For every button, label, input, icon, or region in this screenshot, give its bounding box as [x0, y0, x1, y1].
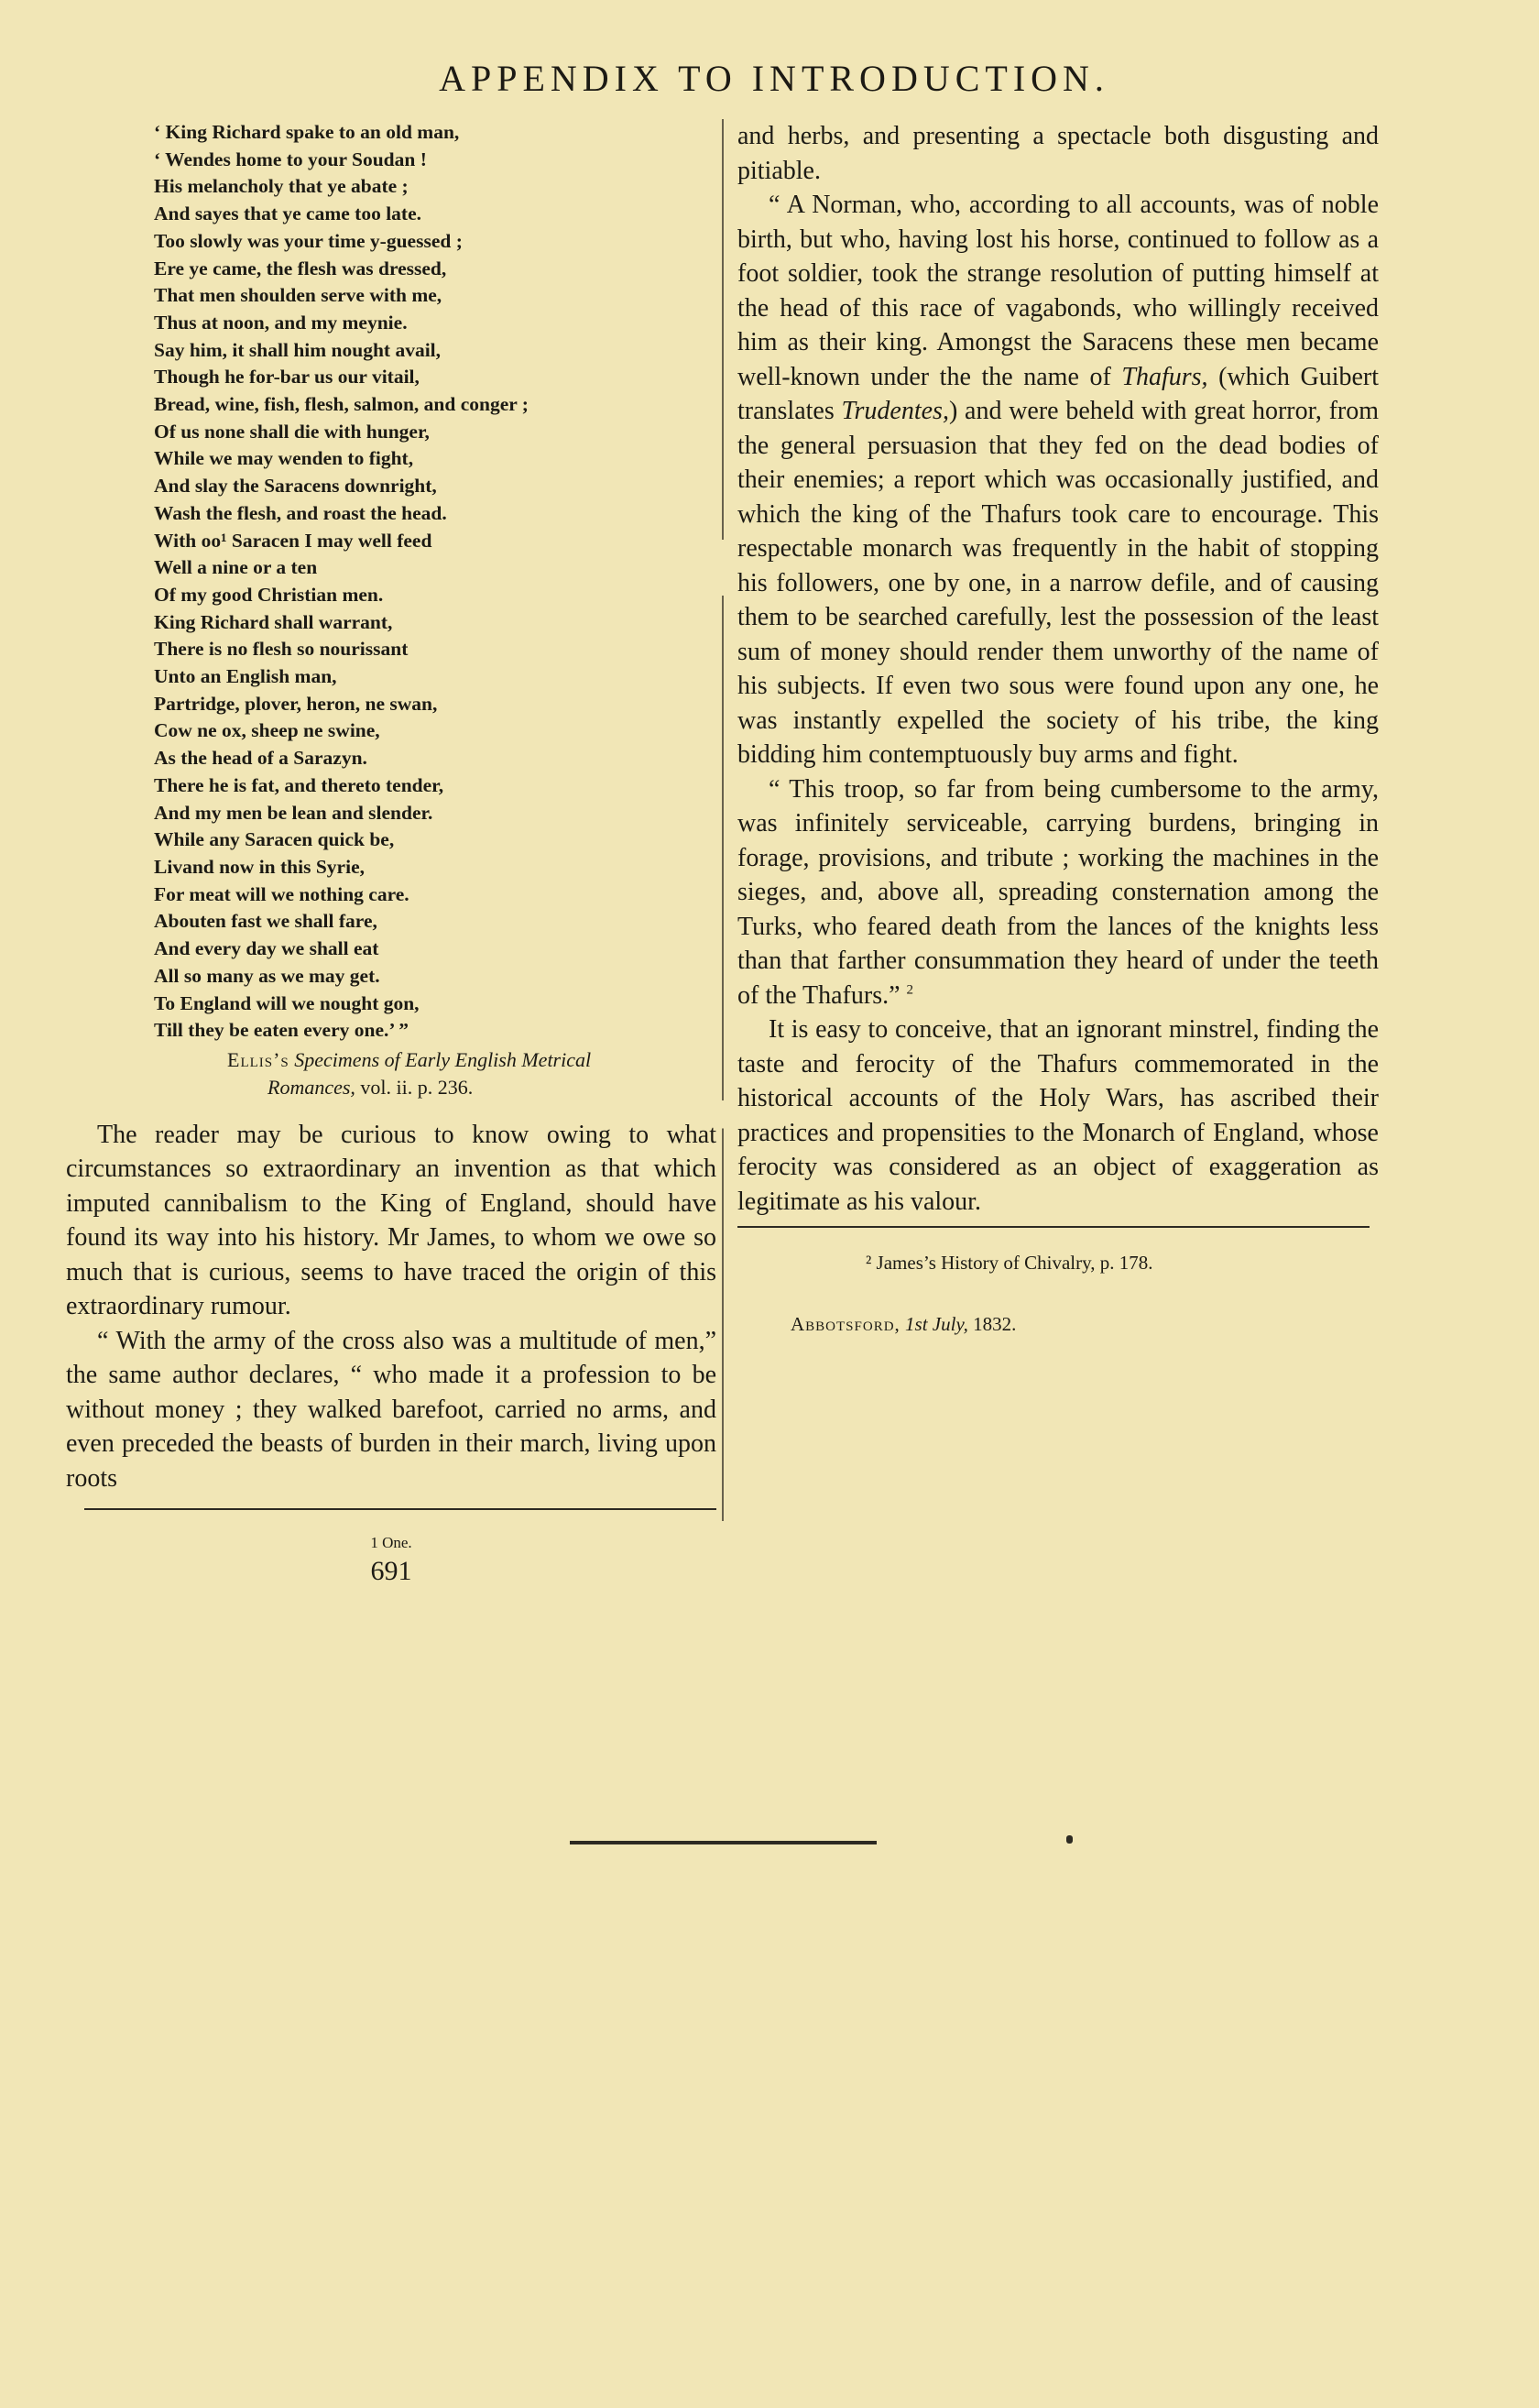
attribution-author: Ellis’s — [227, 1047, 289, 1071]
verse-line: And every day we shall eat — [154, 937, 379, 960]
verse-line: While any Saracen quick be, — [154, 828, 395, 851]
page-number: 691 — [370, 1556, 412, 1587]
paragraph-text: (which Guibert translates — [737, 362, 1380, 425]
page-header: APPENDIX TO INTRODUCTION. — [439, 58, 1109, 99]
verse-quotation — [154, 119, 716, 1045]
verse-line: And my men be lean and slender. — [154, 801, 433, 824]
dateline — [791, 1313, 1379, 1336]
verse-line: And sayes that ye came too late. — [154, 202, 421, 225]
verse-line: All so many as we may get. — [154, 964, 380, 987]
left-prose — [66, 1118, 716, 1496]
verse-line: Say him, it shall him nought avail, — [154, 338, 442, 361]
verse-line: ‘ King Richard spake to an old man, — [154, 121, 460, 143]
left-column — [66, 119, 716, 1587]
closing-rule — [570, 1841, 877, 1844]
paragraph — [737, 772, 1379, 1013]
verse-line: As the head of a Sarazyn. — [154, 747, 367, 770]
paragraph-text: “ A Norman, who, according to all accounts, was of noble birth, but who, having lost his horse, continued to follow as a foot soldier, took the strange resolution of putting himself at the head of this race of vagabonds, who willingly received him as their king. Amongst the Saracens these men became well-known under the the name of — [737, 191, 1379, 391]
verse-line: Of my good Christian men. — [154, 583, 384, 606]
footnote: ² James’s History of Chivalry, p. 178. — [866, 1252, 1153, 1274]
verse-line: King Richard shall warrant, — [154, 610, 393, 633]
dateline-place: Abbotsford, — [791, 1313, 900, 1335]
verse-line: Abouten fast we shall fare, — [154, 910, 377, 933]
attribution-title: Specimens of Early English Metrical — [294, 1047, 592, 1071]
attribution-title-cont: Romances, — [267, 1075, 355, 1099]
verse-line: For meat will we nothing care. — [154, 882, 409, 905]
paragraph: It is easy to conceive, that an ignorant minstrel, finding the taste and ferocity of the Thafurs commemorated in the historical accounts of the Holy Wars, has ascribed their practices and propensities to the Monarch of England, whose ferocity was considered as an object of exaggeration as legitimate as his valour. — [737, 1015, 1379, 1216]
verse-line: ‘ Wendes home to your Soudan ! — [154, 148, 427, 170]
verse-line: There is no flesh so nourissant — [154, 638, 409, 661]
verse-line: With oo¹ Saracen I may well feed — [154, 529, 432, 552]
footnote: 1 One. — [370, 1534, 412, 1552]
footnote-ref: 2 — [906, 982, 914, 998]
right-prose — [737, 119, 1379, 1219]
dateline-year: 1832. — [973, 1313, 1017, 1335]
term-trudentes: Trudentes, — [841, 397, 949, 425]
paragraph — [737, 188, 1379, 772]
verse-line: To England will we nought gon, — [154, 991, 420, 1014]
paragraph: The reader may be curious to know owing to what circumstances so extraordinary an invention as that which imputed cannibalism to the King of England, should have found its way into his history. Mr James, to whom we owe so much that is curious, seems to have traced the origin of this extraordinary rumour. — [66, 1120, 716, 1321]
paragraph: and herbs, and presenting a spectacle both disgusting and pitiable. — [737, 122, 1379, 185]
verse-line: Well a nine or a ten — [154, 556, 318, 579]
footnote-divider — [84, 1508, 716, 1510]
verse-line: Ere ye came, the flesh was dressed, — [154, 257, 447, 279]
right-column — [737, 119, 1379, 1336]
paragraph-text: ) and were beheld with great horror, from the general persuasion that they fed on the dead bodies of their enemies; a report which was occasionally justified, and which the king of the Thafurs took care to encourage. This respectable monarch was frequently in the habit of stopping his followers, one by one, in a narrow defile, and of causing them to be searched carefully, lest the possession of the least sum of money should render them unworthy of the name of his subjects. If even two sous were found upon any one, he was instantly expelled the society of his tribe, the king bidding him contemptuously buy arms and fight. — [737, 397, 1379, 769]
paragraph-text: “ This troop, so far from being cumbersome to the army, was infinitely serviceable, carrying burdens, bringing in forage, provisions, and tribute ; working the machines in the sieges, and, above all, spreading consternation among the Turks, who feared death from the lances of the knights less than that farther consummation they heard of under the teeth of the Thafurs.” — [737, 774, 1379, 1010]
verse-line: His melancholy that ye abate ; — [154, 175, 409, 198]
footnote-divider — [737, 1226, 1370, 1228]
verse-line: While we may wenden to fight, — [154, 447, 414, 470]
verse-line: Partridge, plover, heron, ne swan, — [154, 692, 438, 715]
verse-line: Too slowly was your time y-guessed ; — [154, 229, 463, 252]
verse-line: Till they be eaten every one.’ ” — [154, 1019, 409, 1042]
verse-line: Wash the flesh, and roast the head. — [154, 501, 447, 524]
dateline-date: 1st July, — [905, 1313, 968, 1335]
verse-line: Livand now in this Syrie, — [154, 855, 365, 878]
verse-line: Cow ne ox, sheep ne swine, — [154, 719, 380, 742]
term-thafurs: Thafurs, — [1121, 362, 1208, 391]
verse-line: Though he for-bar us our vitail, — [154, 366, 420, 389]
verse-line: And slay the Saracens downright, — [154, 475, 437, 498]
ink-mark — [1066, 1835, 1073, 1844]
verse-line: Unto an English man, — [154, 665, 337, 688]
verse-line: Bread, wine, fish, flesh, salmon, and conger ; — [154, 393, 529, 416]
verse-line: There he is fat, and thereto tender, — [154, 773, 444, 796]
verse-line: That men shoulden serve with me, — [154, 284, 442, 307]
verse-line: Thus at noon, and my meynie. — [154, 311, 408, 334]
verse-line: Of us none shall die with hunger, — [154, 420, 430, 443]
paragraph: “ With the army of the cross also was a multitude of men,” the same author declares, “ who made it a profession to be without money ; they walked barefoot, carried no arms, and even preceded the beasts of burden in their march, living upon roots — [66, 1326, 716, 1493]
column-divider — [722, 119, 724, 1521]
verse-attribution — [66, 1046, 716, 1101]
attribution-ref: vol. ii. p. 236. — [360, 1075, 474, 1099]
